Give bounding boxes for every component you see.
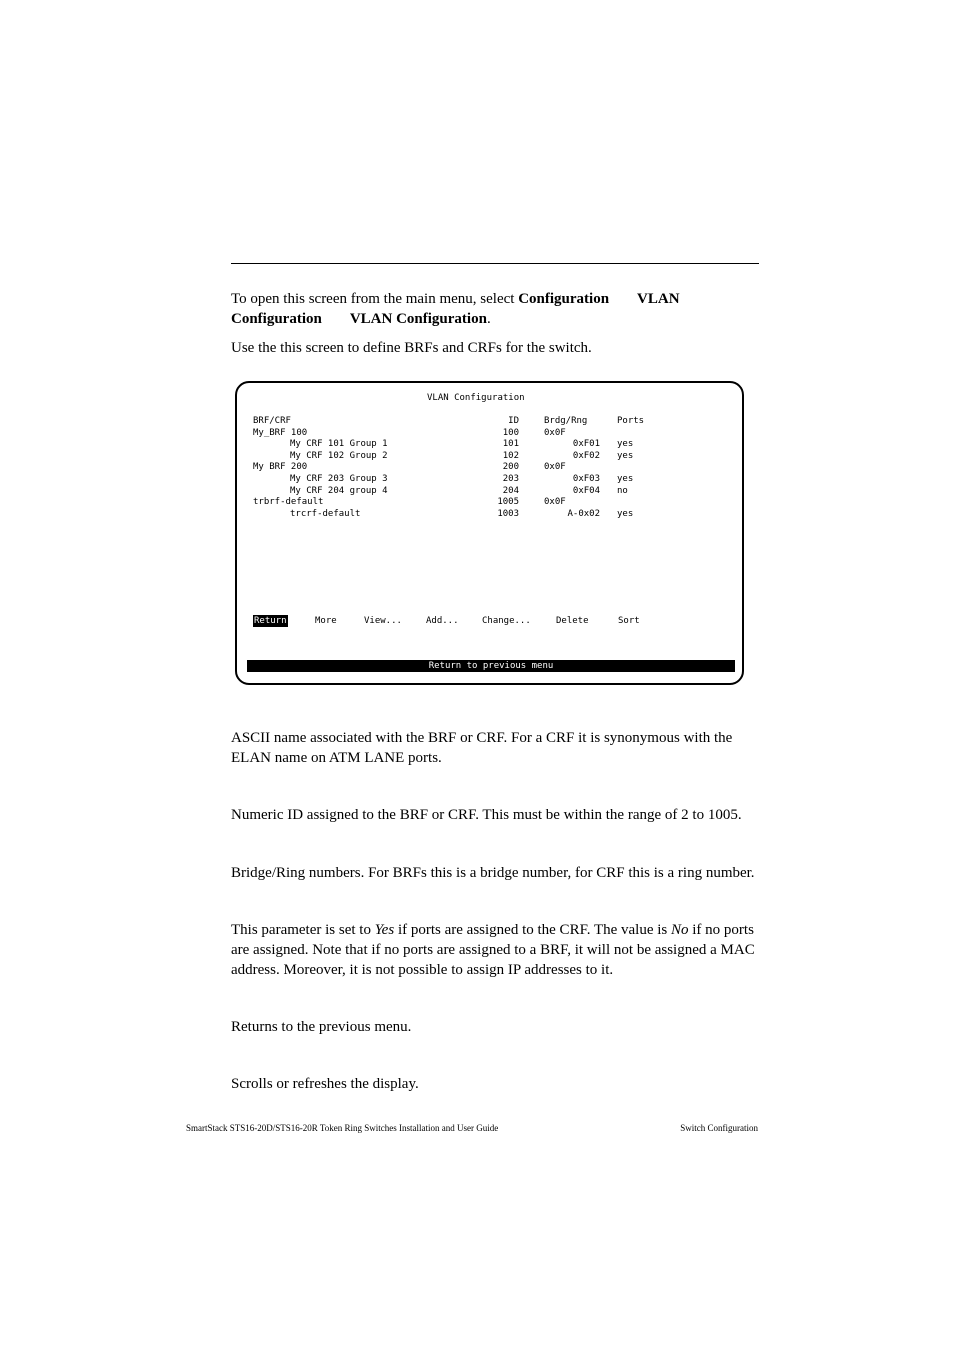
menu-path-vlan: VLAN xyxy=(637,291,680,307)
desc-id: Numeric ID assigned to the BRF or CRF. This must be within the range of 2 to 1005. xyxy=(231,807,742,823)
row-name: My CRF 204 group 4 xyxy=(290,485,388,496)
more-menu-item[interactable]: More xyxy=(315,616,337,626)
row-name: My CRF 101 Group 1 xyxy=(290,439,388,450)
screen-menu-bar xyxy=(253,615,733,627)
table-row[interactable] xyxy=(253,462,733,474)
row-id: 200 xyxy=(502,462,519,473)
table-row[interactable] xyxy=(253,439,733,451)
row-id: 101 xyxy=(502,439,519,450)
row-brdg: 0x0F xyxy=(544,462,566,473)
intro-paragraph: To open this screen from the main menu, select Configuration VLAN Configuration VLAN Configuration. xyxy=(231,291,680,327)
vlan-configuration-screen xyxy=(235,381,744,685)
vlan-table xyxy=(253,416,733,520)
row-brdg: A-0x02 xyxy=(567,508,600,519)
screen-title: VLAN Configuration xyxy=(427,393,525,403)
row-brdg: 0x0F xyxy=(544,427,566,438)
row-ports: yes xyxy=(617,450,634,461)
table-row[interactable] xyxy=(253,486,733,498)
yes-value: Yes xyxy=(374,922,395,938)
add-menu-item[interactable]: Add... xyxy=(426,616,459,626)
menu-path-vlan-configuration: VLAN Configuration xyxy=(349,311,487,327)
delete-menu-item[interactable]: Delete xyxy=(556,616,589,626)
table-row[interactable] xyxy=(253,497,733,509)
desc-return: Returns to the previous menu. xyxy=(231,1019,412,1035)
row-name: My BRF 200 xyxy=(253,462,308,473)
header-brdg-rng: Brdg/Rng xyxy=(544,416,588,426)
row-brdg: 0xF04 xyxy=(572,485,600,496)
return-menu-item[interactable]: Return xyxy=(254,616,287,626)
row-id: 102 xyxy=(502,450,519,461)
table-row[interactable] xyxy=(253,474,733,486)
row-brdg: 0xF03 xyxy=(572,473,600,484)
header-brf-crf: BRF/CRF xyxy=(253,416,291,426)
table-row[interactable] xyxy=(253,509,733,521)
row-id: 1005 xyxy=(497,497,519,508)
row-name: trcrf-default xyxy=(290,508,361,519)
no-value: No xyxy=(671,922,689,938)
row-name: My CRF 102 Group 2 xyxy=(290,450,388,461)
intro-prefix: To open this screen from the main menu, select xyxy=(231,291,519,307)
menu-path-configuration-2: Configuration xyxy=(231,311,322,327)
row-name: My_BRF 100 xyxy=(253,427,308,438)
row-name: trbrf-default xyxy=(253,497,324,508)
desc-more: Scrolls or refreshes the display. xyxy=(231,1076,419,1092)
table-row[interactable] xyxy=(253,428,733,440)
row-brdg: 0xF02 xyxy=(572,450,600,461)
row-brdg: 0xF01 xyxy=(572,439,600,450)
table-row[interactable] xyxy=(253,451,733,463)
desc-name: ASCII name associated with the BRF or CRF. For a CRF it is synonymous with the ELAN name on ATM LANE ports. xyxy=(231,730,733,766)
row-id: 100 xyxy=(502,427,519,438)
desc-ports: This parameter is set to Yes if ports are assigned to the CRF. The value is No if no ports are assigned. Note that if no ports are assigned to a BRF, it will not be assigned a MAC address. Moreover, it is not possible to assign IP addresses to it. xyxy=(231,922,755,978)
menu-path-configuration: Configuration xyxy=(518,291,610,307)
row-ports: no xyxy=(617,485,628,496)
intro-paragraph-2: Use the this screen to define BRFs and CRFs for the switch. xyxy=(231,340,592,356)
table-header xyxy=(253,416,733,428)
row-ports: yes xyxy=(617,439,634,450)
desc-brdg: Bridge/Ring numbers. For BRFs this is a bridge number, for CRF this is a ring number. xyxy=(231,865,755,881)
row-id: 204 xyxy=(502,485,519,496)
row-id: 1003 xyxy=(497,508,519,519)
row-name: My CRF 203 Group 3 xyxy=(290,473,388,484)
status-bar: Return to previous menu xyxy=(247,660,735,672)
view-menu-item[interactable]: View... xyxy=(364,616,402,626)
change-menu-item[interactable]: Change... xyxy=(482,616,531,626)
sort-menu-item[interactable]: Sort xyxy=(618,616,640,626)
row-ports: yes xyxy=(617,508,634,519)
header-ports: Ports xyxy=(617,416,645,426)
header-id: ID xyxy=(508,416,519,426)
footer-right: Switch Configuration xyxy=(680,1123,758,1133)
row-id: 203 xyxy=(502,473,519,484)
row-brdg: 0x0F xyxy=(544,497,566,508)
footer-left: SmartStack STS16-20D/STS16-20R Token Ring Switches Installation and User Guide xyxy=(186,1123,499,1133)
header-rule xyxy=(231,263,759,264)
row-ports: yes xyxy=(617,473,634,484)
